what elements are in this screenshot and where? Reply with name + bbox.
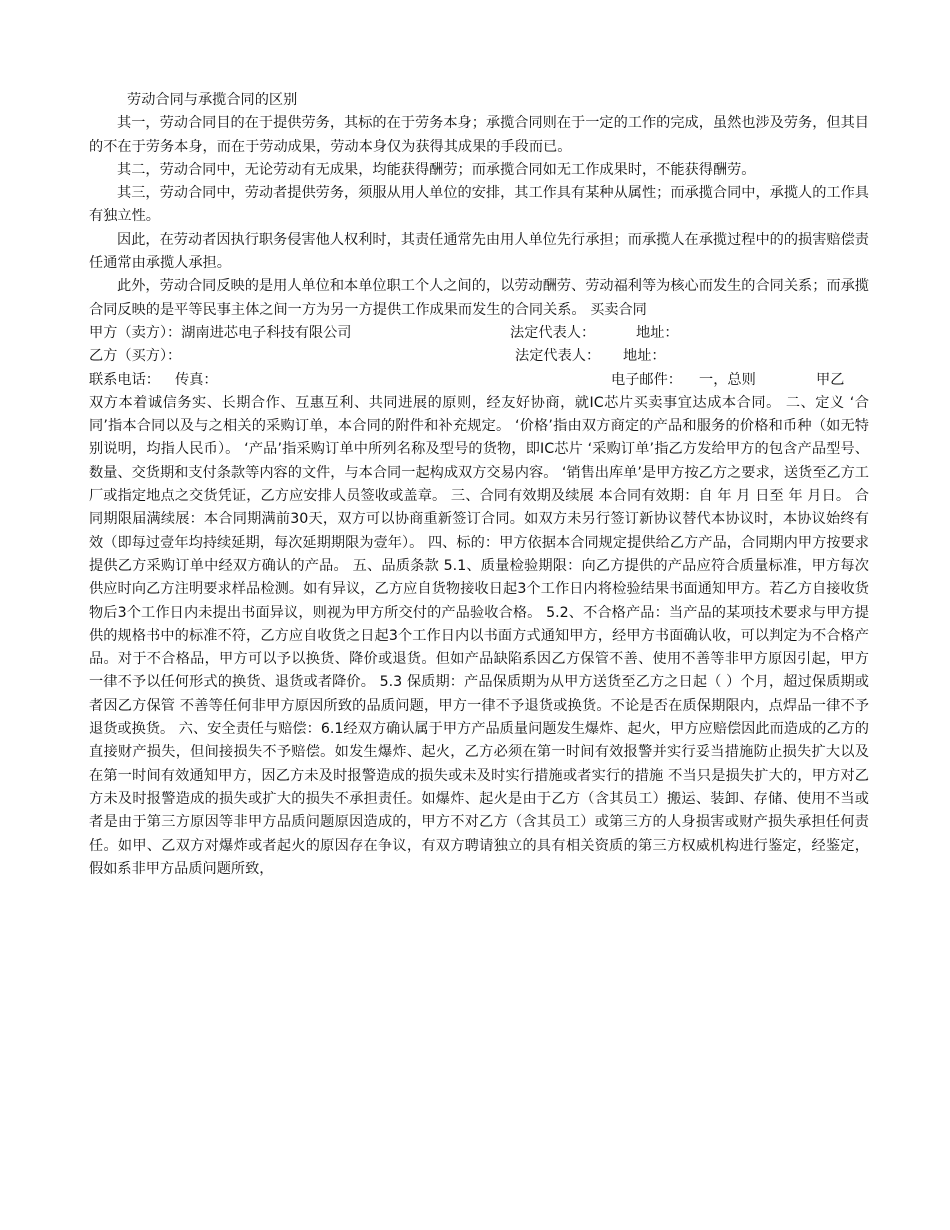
- paragraph-2: 其二，劳动合同中，无论劳动有无成果，均能获得酬劳；而承揽合同如无工作成果时，不能获得酬劳。: [117, 161, 756, 178]
- general-provisions-heading: 一，总则: [699, 371, 756, 388]
- contact-phone: 联系电话：: [89, 371, 160, 388]
- paragraph-3: 其三，劳动合同中，劳动者提供劳务，须服从用人单位的安排，其工作具有某种从属性；而承揽合同中，承揽人的工作具有独立性。: [89, 185, 869, 225]
- contract-body-text: 双方本着诚信务实、长期合作、互惠互利、共同进展的原则，经友好协商，就IC芯片买卖事宜达成本合同。 二、定义 ‘合同’指本合同以及与之相关的采购订单，本合同的附件和补充规定。 ‘价格’指由双方商定的产品和服务的价格和币种（如无特别说明，均指人民币）。 ‘产品’指采购订单中所列名称及型号的货物，即IC芯片 ‘采购订单’指乙方发给甲方的包含产品型号、数量、交货期和支付条款等内容的文件，与本合同一起构成双方交易内容。 ‘销售出库单’是甲方按乙方之要求，送货至乙方工厂或指定地点之交货凭证，乙方应安排人员签收或盖章。 三、合同有效期及续展 本合同有效期：自 年 月 日至 年 月日。 合同期限届满续展：本合同期满前30天，双方可以协商重新签订合同。如双方未另行签订新协议替代本协议时，本协议始终有效（即每过壹年均持续延期，每次延期期限为壹年）。 四、标的：甲方依据本合同规定提供给乙方产品，合同期内甲方按要求提供乙方采购订单中经双方确认的产品。 五、品质条款 5.1、质量检验期限：向乙方提供的产品应符合质量标准，甲方每次供应时向乙方注明要求样品检测。如有异议，乙方应自货物接收日起3个工作日内将检验结果书面通知甲方。若乙方自接收货物后3个工作日内未提出书面异议，则视为甲方所交付的产品验收合格。 5.2、不合格产品：当产品的某项技术要求与甲方提供的规格书中的标准不符，乙方应自收货之日起3个工作日内以书面方式通知甲方，经甲方书面确认收，可以判定为不合格产品。对于不合格品，甲方可以予以换货、降价或退货。但如产品缺陷系因乙方保管不善、使用不善等非甲方原因引起，甲方一律不予以任何形式的换货、退货或者降价。 5.3 保质期：产品保质期为从甲方送货至乙方之日起（ ）个月，超过保质期或者因乙方保管 不善等任何非甲方原因所致的品质问题，甲方一律不予退货或换货。不论是否在质保期限内，点焊品一律不予退货或换货。 六、安全责任与赔偿：6.1经双方确认属于甲方产品质量问题发生爆炸、起火，甲方应赔偿因此而造成的乙方的直接财产损失，但间接损失不予赔偿。如发生爆炸、起火，乙方必须在第一时间有效报警并实行妥当措施防止损失扩大以及在第一时间有效通知甲方，因乙方未及时报警造成的损失或未及时实行措施或者实行的措施 不当只是损失扩大的，甲方对乙方未及时报警造成的损失或扩大的损失不承担责任。如爆炸、起火是由于乙方（含其员工）搬运、装卸、存储、使用不当或者是由于第三方原因等非甲方品质问题原因造成的，甲方不对乙方（含其员工）或第三方的人身损害或财产损失承担任何责任。如甲、乙双方对爆炸或者起火的原因存在争议，有双方聘请独立的具有相关资质的第三方权威机构进行鉴定，经鉴定，假如系非甲方品质问题所致，: [89, 394, 869, 877]
- party-a-row: [89, 322, 869, 345]
- party-b-address: 地址：: [623, 348, 666, 365]
- contact-row: [89, 369, 869, 392]
- paragraph-1: 其一，劳动合同目的在于提供劳务，其标的在于劳务本身；承揽合同则在于一定的工作的完成，虽然也涉及劳务，但其目的不在于劳务本身，而在于劳动成果，劳动本身仅为获得其成果的手段而已。: [89, 115, 869, 155]
- contact-email: 电子邮件：: [611, 371, 682, 388]
- party-b-representative: 法定代表人：: [515, 348, 601, 365]
- party-b-row: [89, 345, 869, 368]
- paragraph-4: 因此，在劳动者因执行职务侵害他人权利时，其责任通常先由用人单位先行承担；而承揽人在承揽过程中的的损害赔偿责任通常由承揽人承担。: [89, 231, 869, 272]
- document-body: [89, 89, 869, 881]
- party-a-representative: 法定代表人：: [510, 324, 596, 341]
- contact-fax: 传真：: [175, 371, 218, 388]
- body-lead-text: 甲乙: [816, 371, 845, 388]
- document-title: 劳动合同与承揽合同的区别: [127, 92, 298, 108]
- party-a-name: 甲方（卖方）：湖南进芯电子科技有限公司: [89, 324, 352, 341]
- paragraph-5: 此外，劳动合同反映的是用人单位和本单位职工个人之间的，以劳动酬劳、劳动福利等为核心而发生的合同关系；而承揽合同反映的是平等民事主体之间一方为另一方提供工作成果而发生的合同关系。 买卖合同: [89, 278, 869, 318]
- party-b-name: 乙方（买方）：: [89, 348, 182, 365]
- party-a-address: 地址：: [636, 324, 679, 341]
